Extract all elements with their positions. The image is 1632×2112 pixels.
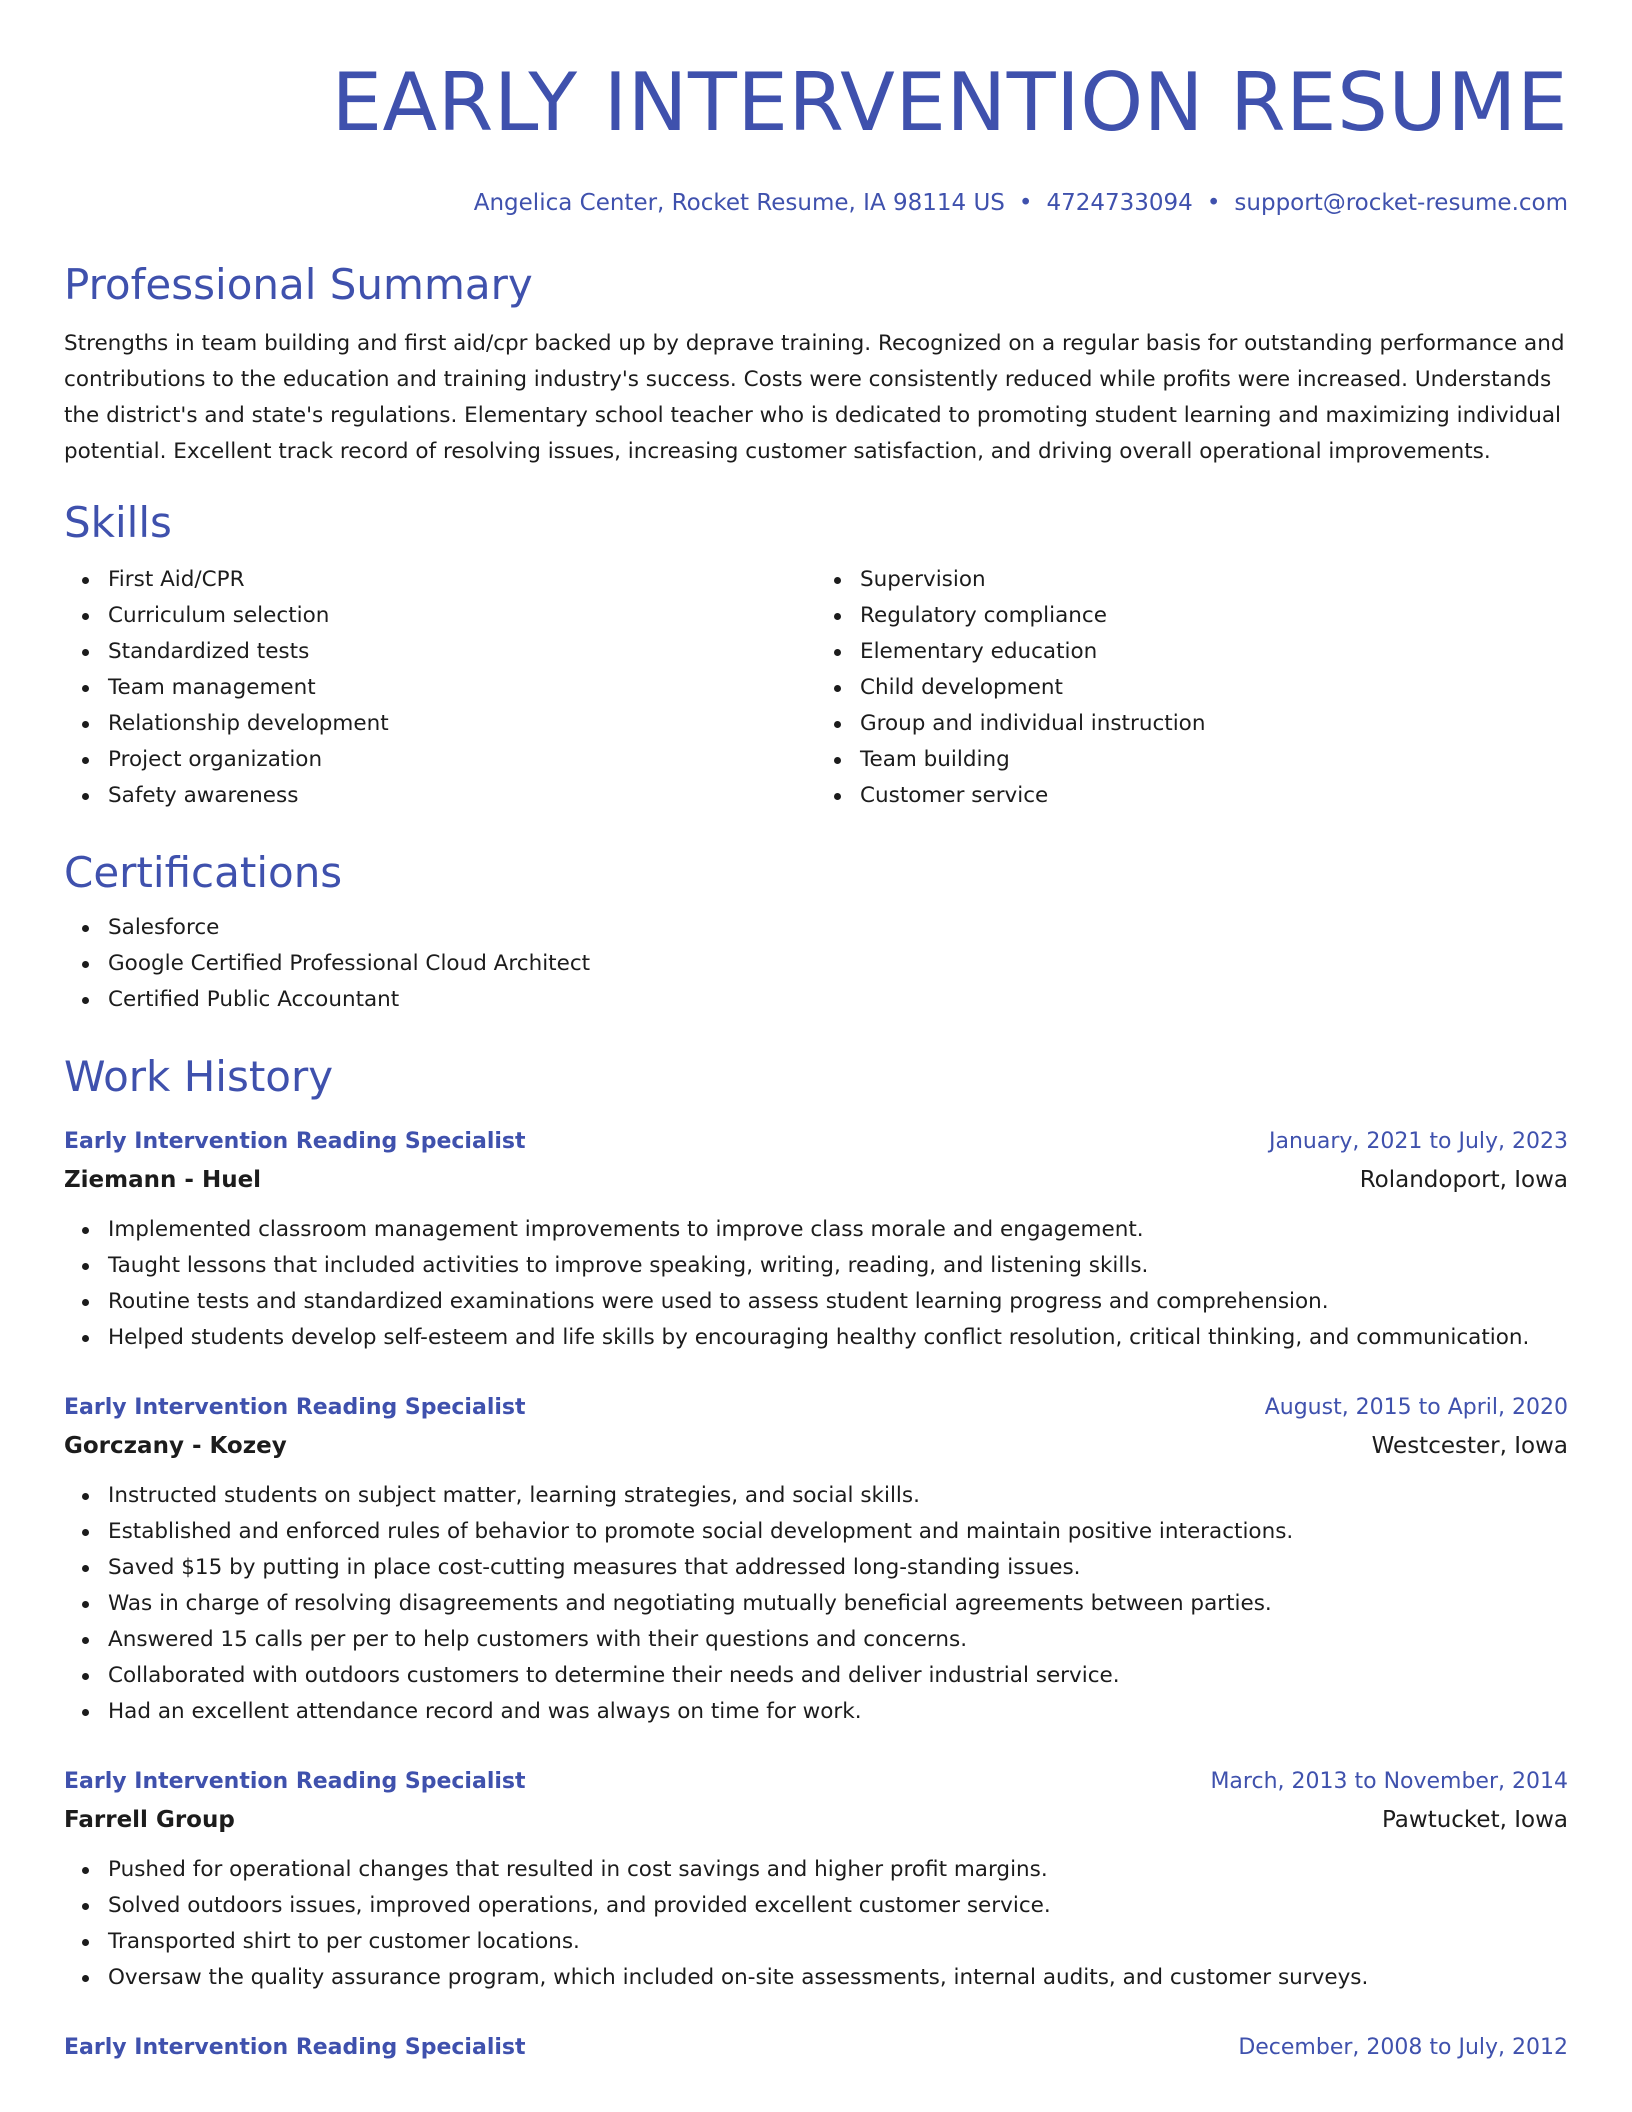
job-duty: Helped students develop self-esteem and life skills by encouraging healthy conflict resolution, critical thinking, and communication. [108,1320,1568,1356]
skill-item: Team management [108,670,816,706]
job-dates: December, 2008 to July, 2012 [1238,2035,1568,2060]
job-header-row [64,1124,1568,1160]
skill-item: Project organization [108,742,816,778]
job-location: Westcester, Iowa [1371,1433,1568,1459]
job-company-row [64,1160,1568,1200]
contact-separator: • [1018,190,1033,216]
job-duty: Routine tests and standardized examinations were used to assess student learning progress and comprehension. [108,1284,1568,1320]
skill-item: Safety awareness [108,778,816,814]
job-entry [64,2030,1568,2066]
job-duty: Established and enforced rules of behavior to promote social development and maintain positive interactions. [108,1514,1568,1550]
job-entry [64,1390,1568,1730]
skill-item: Group and individual instruction [860,706,1568,742]
job-title: Early Intervention Reading Specialist [64,1395,526,1420]
job-header-row [64,1764,1568,1800]
job-company: Farrell Group [64,1807,235,1833]
job-duty: Transported shirt to per customer locations. [108,1924,1568,1960]
job-duty: Was in charge of resolving disagreements and negotiating mutually beneficial agreements between parties. [108,1586,1568,1622]
skill-item: Child development [860,670,1568,706]
certification-item: Certified Public Accountant [108,982,1568,1018]
skill-item: Customer service [860,778,1568,814]
job-company-row [64,1426,1568,1466]
job-duty: Had an excellent attendance record and was always on time for work. [108,1694,1568,1730]
job-company: Ziemann - Huel [64,1167,262,1193]
job-duty: Solved outdoors issues, improved operations, and provided excellent customer service. [108,1888,1568,1924]
work-history-heading: Work History [64,1052,334,1101]
contact-address: Angelica Center, Rocket Resume, IA 98114 US [473,190,1005,216]
job-duties-list [64,1852,1568,1996]
certifications-list [64,910,1568,1018]
job-title: Early Intervention Reading Specialist [64,1769,526,1794]
contact-email: support@rocket-resume.com [1234,190,1568,216]
job-entry [64,1764,1568,1996]
job-title: Early Intervention Reading Specialist [64,1129,526,1154]
contact-separator: • [1206,190,1221,216]
certifications-heading: Certifications [64,848,343,897]
job-duty: Collaborated with outdoors customers to determine their needs and deliver industrial service. [108,1658,1568,1694]
job-dates: August, 2015 to April, 2020 [1264,1395,1568,1420]
job-duty: Implemented classroom management improvements to improve class morale and engagement. [108,1212,1568,1248]
skill-item: Standardized tests [108,634,816,670]
job-company-row [64,1800,1568,1840]
job-location: Pawtucket, Iowa [1381,1807,1568,1833]
skill-item: First Aid/CPR [108,562,816,598]
job-duty: Oversaw the quality assurance program, which included on-site assessments, internal audits, and customer surveys. [108,1960,1568,1996]
skills-columns [64,562,1568,814]
job-location: Rolandoport, Iowa [1359,1167,1568,1193]
certification-item: Salesforce [108,910,1568,946]
job-duty: Instructed students on subject matter, learning strategies, and social skills. [108,1478,1568,1514]
certification-item: Google Certified Professional Cloud Architect [108,946,1568,982]
summary-heading: Professional Summary [64,260,533,309]
skills-list-left [64,562,816,814]
job-header-row [64,2030,1568,2066]
skill-item: Elementary education [860,634,1568,670]
contact-phone: 4724733094 [1046,190,1193,216]
job-company: Gorczany - Kozey [64,1433,287,1459]
job-duty: Taught lessons that included activities to improve speaking, writing, reading, and listening skills. [108,1248,1568,1284]
contact-line [64,188,1568,218]
skills-heading: Skills [64,498,172,547]
job-duty: Pushed for operational changes that resulted in cost savings and higher profit margins. [108,1852,1568,1888]
summary-text: Strengths in team building and first aid/cpr backed up by deprave training. Recognized on a regular basis for outstanding performance and contributions to the education and training industry's success. Costs were consistently reduced while profits were increased. Understands the district's and state's regulations. Elementary school teacher who is dedicated to promoting student learning and maximizing individual potential. Excellent track record of resolving issues, increasing customer satisfaction, and driving overall operational improvements. [64,331,1565,464]
job-duties-list [64,1478,1568,1730]
skill-item: Relationship development [108,706,816,742]
job-dates: March, 2013 to November, 2014 [1210,1769,1568,1794]
skill-item: Supervision [860,562,1568,598]
job-title: Early Intervention Reading Specialist [64,2035,526,2060]
skill-item: Team building [860,742,1568,778]
job-entry [64,1124,1568,1356]
job-header-row [64,1390,1568,1426]
skill-item: Curriculum selection [108,598,816,634]
job-duties-list [64,1212,1568,1356]
skills-list-right [816,562,1568,814]
resume-page [64,0,1568,2066]
job-duty: Saved $15 by putting in place cost-cutting measures that addressed long-standing issues. [108,1550,1568,1586]
skill-item: Regulatory compliance [860,598,1568,634]
job-duty: Answered 15 calls per per to help customers with their questions and concerns. [108,1622,1568,1658]
resume-title: EARLY INTERVENTION RESUME [331,56,1568,149]
job-dates: January, 2021 to July, 2023 [1269,1129,1568,1154]
